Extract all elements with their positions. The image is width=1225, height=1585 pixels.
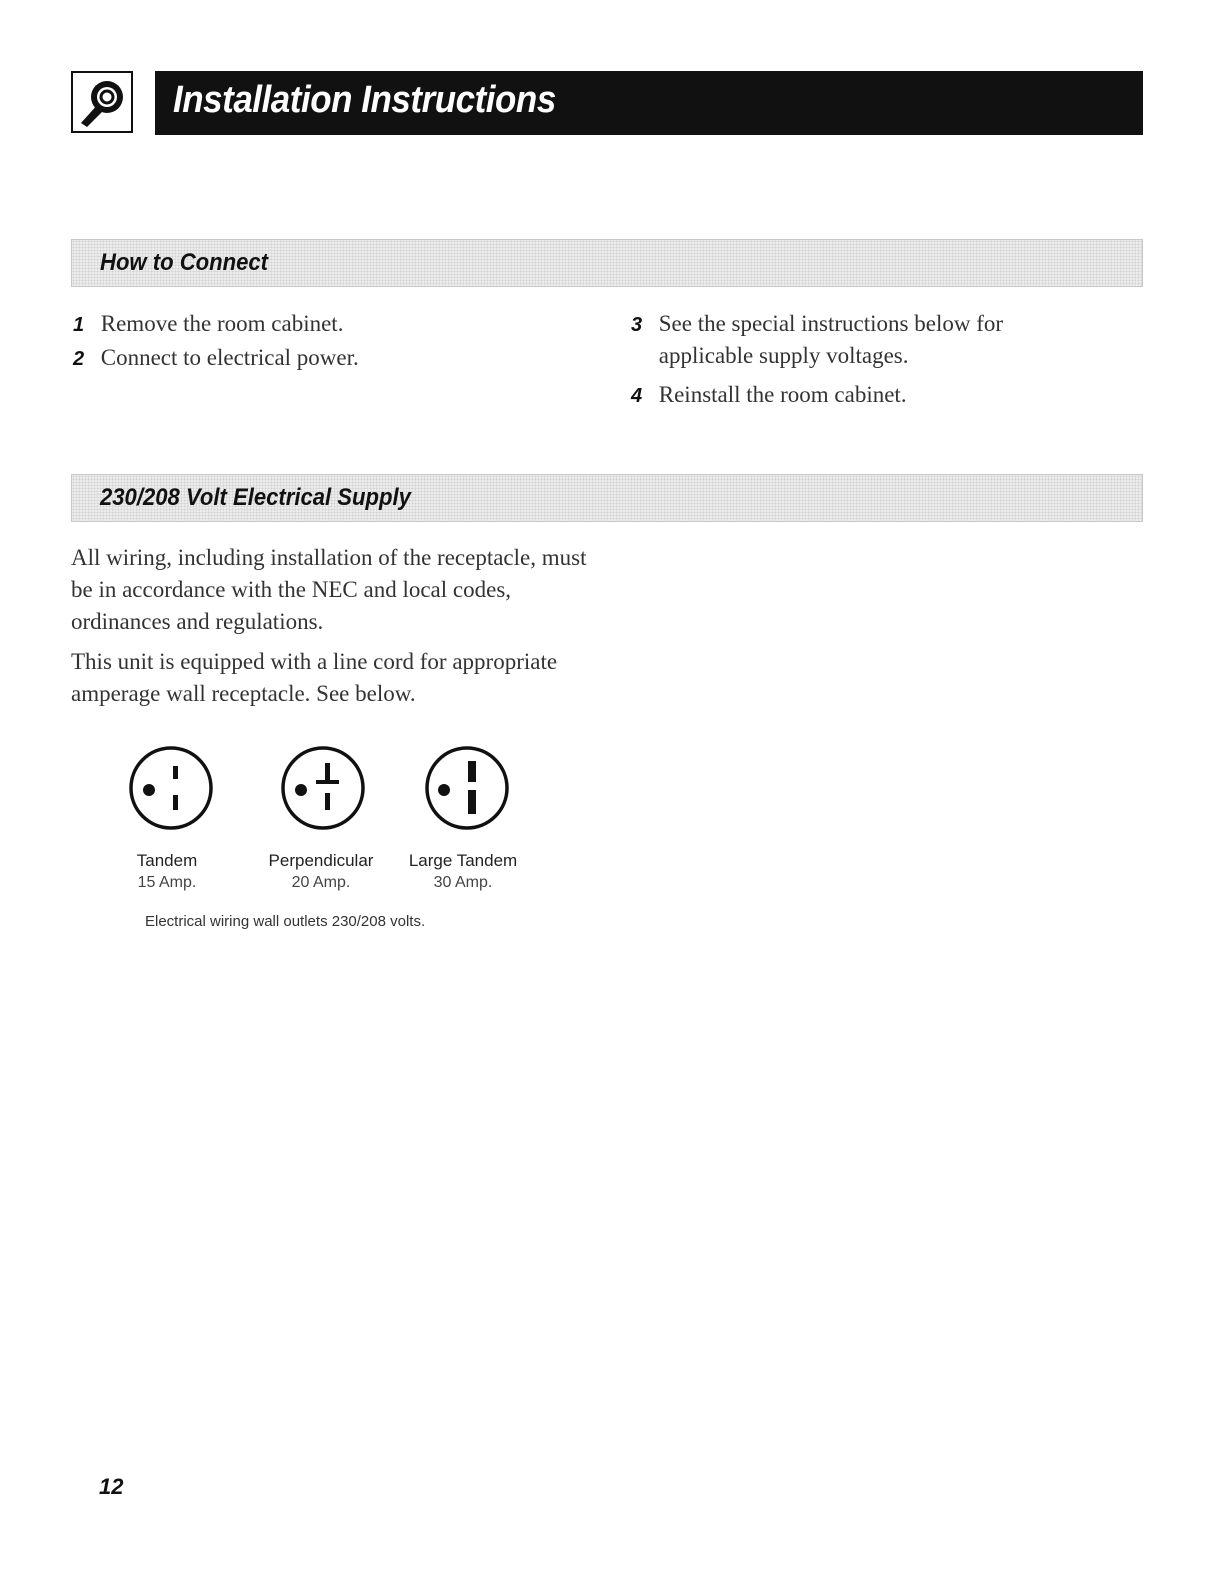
step-number: 1: [73, 314, 85, 336]
step-3: [631, 308, 1059, 372]
section-title: 230/208 Volt Electrical Supply: [100, 484, 411, 511]
outlet-name: Large Tandem: [408, 851, 518, 870]
outlet-name: Tandem: [136, 851, 198, 870]
step-4: [631, 379, 907, 412]
wrench-icon: [71, 71, 133, 133]
step-text: Connect to electrical power.: [100, 345, 359, 370]
step-text: See the special instructions below for applicable supply voltages.: [658, 311, 1004, 368]
outlet-amp: 15 Amp.: [137, 874, 197, 891]
step-text: Reinstall the room cabinet.: [658, 382, 907, 407]
section-header-electrical-supply: [71, 474, 1143, 522]
step-1: [73, 308, 343, 341]
step-2: [73, 342, 359, 375]
tandem-outlet-icon: [126, 743, 216, 838]
step-number: 2: [73, 348, 85, 370]
outlet-label-perpendicular: [246, 850, 396, 894]
outlet-name: Perpendicular: [268, 851, 374, 870]
step-number: 3: [631, 314, 643, 336]
header-bar: [155, 71, 1143, 135]
step-number: 4: [631, 385, 643, 407]
page-title: Installation Instructions: [173, 79, 556, 121]
section-header-how-to-connect: [71, 239, 1143, 287]
section-title: How to Connect: [100, 249, 269, 276]
line-cord-paragraph: This unit is equipped with a line cord for appropriate amperage wall receptacle. See below.: [71, 649, 558, 706]
large-tandem-outlet-icon: [422, 743, 512, 838]
outlet-label-tandem: [92, 850, 242, 894]
perpendicular-outlet-icon: [278, 743, 368, 838]
wiring-paragraph: All wiring, including installation of the receptacle, must be in accordance with the NEC and local codes, ordinances and regulations.: [71, 545, 587, 634]
outlet-amp: 20 Amp.: [291, 874, 351, 891]
outlet-amp: 30 Amp.: [433, 874, 493, 891]
outlet-label-large-tandem: [388, 850, 538, 894]
outlets-caption: Electrical wiring wall outlets 230/208 volts.: [145, 913, 426, 930]
page-number: 12: [99, 1474, 124, 1499]
step-text: Remove the room cabinet.: [100, 311, 344, 336]
